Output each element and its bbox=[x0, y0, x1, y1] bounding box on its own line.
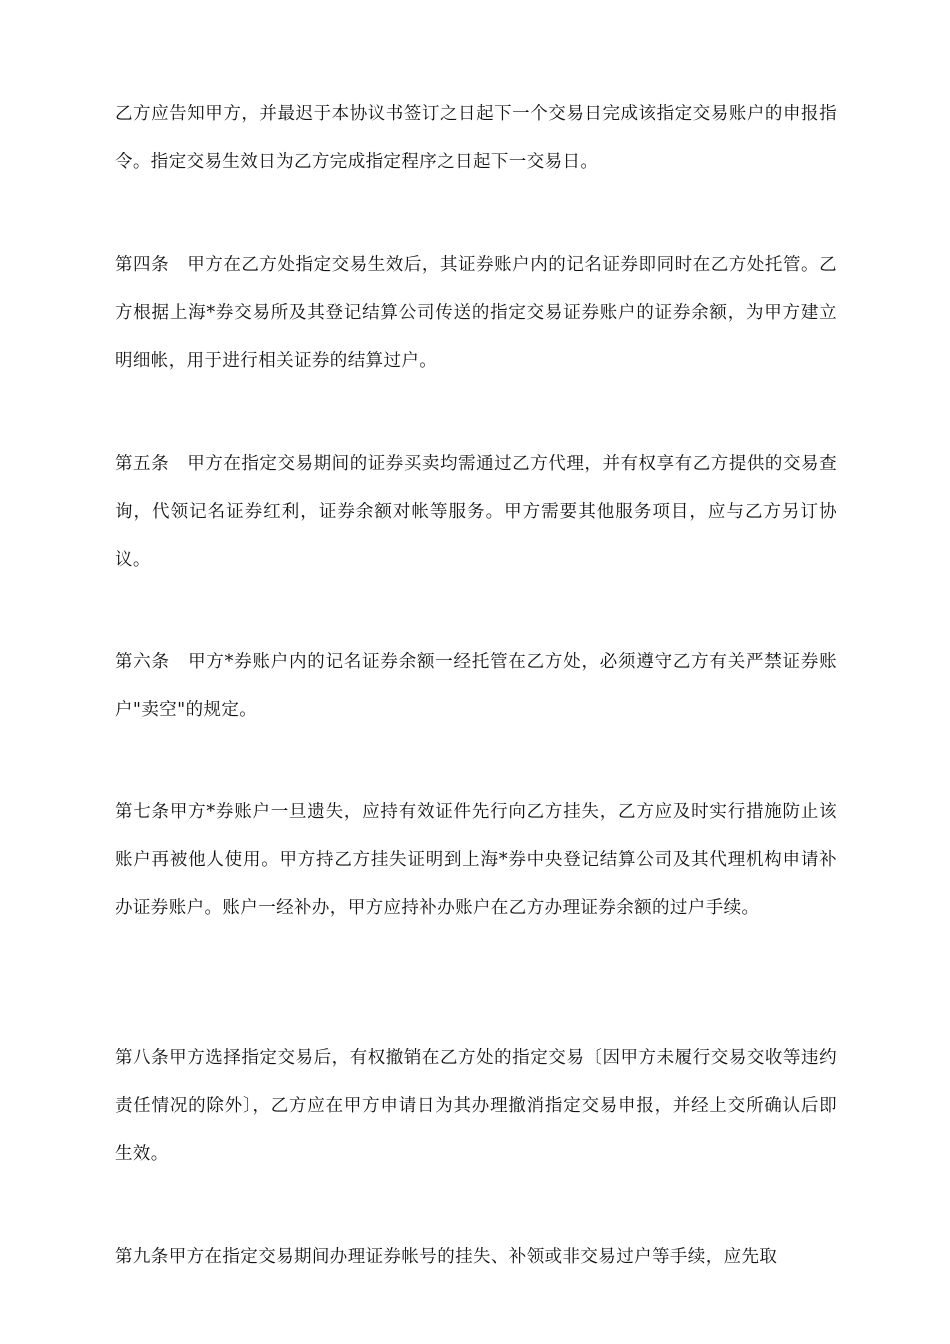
paragraph-article-6: 第六条 甲方*券账户内的记名证券余额一经托管在乙方处，必须遵守乙方有关严禁证券账户"卖空"的规定。 bbox=[115, 652, 837, 720]
paragraph-article-7: 第七条甲方*券账户一旦遗失，应持有效证件先行向乙方挂失，乙方应及时实行措施防止该账户再被他人使用。甲方持乙方挂失证明到上海*券中央登记结算公司及其代理机构申请补办证券账户。账户一经补办，甲方应持补办账户在乙方办理证券余额的过户手续。 bbox=[115, 802, 837, 918]
paragraph-article-4: 第四条 甲方在乙方处指定交易生效后，其证券账户内的记名证券即同时在乙方处托管。乙方根据上海*券交易所及其登记结算公司传送的指定交易证券账户的证券余额，为甲方建立明细帐，用于进行相关证券的结算过户。 bbox=[115, 255, 837, 371]
paragraph-article-8: 第八条甲方选择指定交易后，有权撤销在乙方处的指定交易〔因甲方未履行交易交收等违约责任情况的除外〕，乙方应在甲方申请日为其办理撤消指定交易申报，并经上交所确认后即生效。 bbox=[115, 1048, 837, 1164]
paragraph-article-9: 第九条甲方在指定交易期间办理证券帐号的挂失、补领或非交易过户等手续，应先取 bbox=[115, 1247, 778, 1267]
paragraph-article-5: 第五条 甲方在指定交易期间的证券买卖均需通过乙方代理，并有权享有乙方提供的交易查询，代领记名证券红利，证券余额对帐等服务。甲方需要其他服务项目，应与乙方另订协议。 bbox=[115, 454, 837, 570]
paragraph-intro-continuation: 乙方应告知甲方，并最迟于本协议书签订之日起下一个交易日完成该指定交易账户的申报指令。指定交易生效日为乙方完成指定程序之日起下一交易日。 bbox=[115, 104, 837, 172]
